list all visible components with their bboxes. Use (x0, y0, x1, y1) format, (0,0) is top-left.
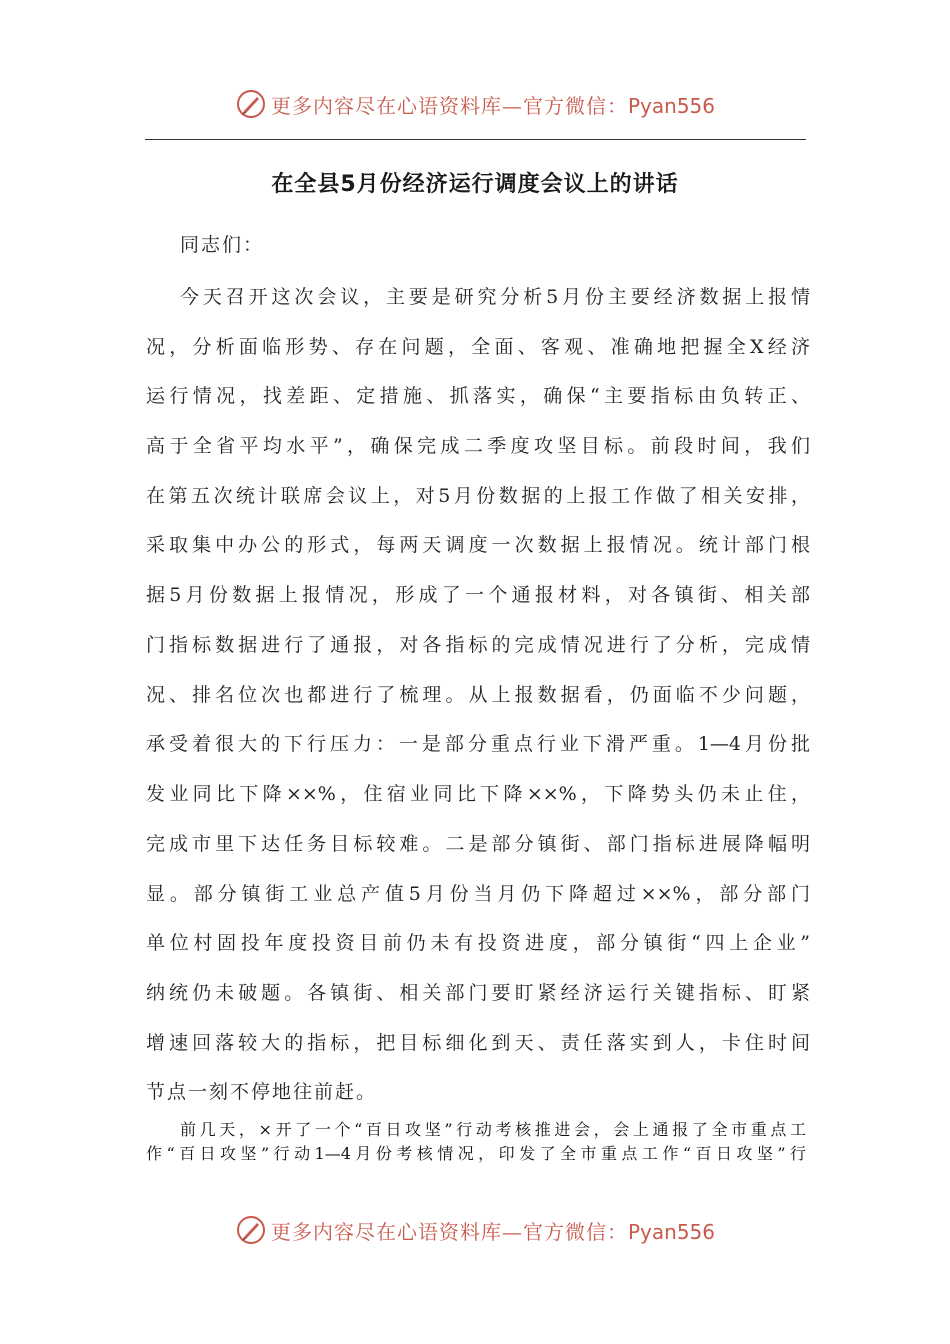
watermark-banner-bottom (0, 1210, 950, 1250)
quill-logo-icon (235, 88, 267, 120)
paragraph-line-small: 前几天，×开了一个“百日攻坚”行动考核推进会，会上通报了全市重点工 (180, 1120, 806, 1139)
watermark-banner-top (0, 84, 950, 124)
paragraph-line: 门指标数据进行了通报，对各指标的完成情况进行了分析，完成情 (146, 634, 810, 656)
header-rule (145, 139, 806, 140)
document-title: 在全县5月份经济运行调度会议上的讲话 (271, 172, 679, 197)
paragraph-line: 采取集中办公的形式，每两天调度一次数据上报情况。统计部门根 (146, 534, 810, 556)
quill-logo-icon (235, 1214, 267, 1246)
paragraph-line: 今天召开这次会议，主要是研究分析5月份主要经济数据上报情 (180, 286, 810, 308)
watermark-text: 更多内容尽在心语资料库—官方微信：Pyan556 (270, 93, 715, 118)
paragraph-line: 显。部分镇街工业总产值5月份当月仍下降超过××%，部分部门 (146, 883, 810, 905)
paragraph-line: 节点一刻不停地往前赶。 (146, 1081, 378, 1103)
paragraph-line: 况、排名位次也都进行了梳理。从上报数据看，仍面临不少问题， (146, 684, 810, 706)
watermark-text: 更多内容尽在心语资料库—官方微信：Pyan556 (270, 1219, 715, 1244)
paragraph-line: 增速回落较大的指标，把目标细化到天、责任落实到人，卡住时间 (146, 1032, 810, 1054)
paragraph-line: 单位村固投年度投资目前仍未有投资进度，部分镇街“四上企业” (146, 932, 810, 954)
paragraph-line: 运行情况，找差距、定措施、抓落实，确保“主要指标由负转正、 (146, 385, 810, 407)
paragraph-line: 承受着很大的下行压力：一是部分重点行业下滑严重。1—4月份批 (146, 733, 810, 755)
paragraph-line: 况，分析面临形势、存在问题，全面、客观、准确地把握全X经济 (146, 336, 810, 358)
paragraph-line: 纳统仍未破题。各镇街、相关部门要盯紧经济运行关键指标、盯紧 (146, 982, 810, 1004)
paragraph-line: 发业同比下降××%，住宿业同比下降××%，下降势头仍未止住， (146, 783, 810, 805)
paragraph-line: 在第五次统计联席会议上，对5月份数据的上报工作做了相关安排， (146, 485, 810, 507)
paragraph-line: 完成市里下达任务目标较难。二是部分镇街、部门指标进展降幅明 (146, 833, 810, 855)
paragraph-line-small: 作“百日攻坚”行动1—4月份考核情况，印发了全市重点工作“百日攻坚”行 (146, 1144, 806, 1163)
paragraph-line: 据5月份数据上报情况，形成了一个通报材料，对各镇街、相关部 (146, 584, 810, 606)
paragraph-line: 高于全省平均水平”，确保完成二季度攻坚目标。前段时间，我们 (146, 435, 810, 457)
greeting: 同志们： (180, 234, 265, 256)
